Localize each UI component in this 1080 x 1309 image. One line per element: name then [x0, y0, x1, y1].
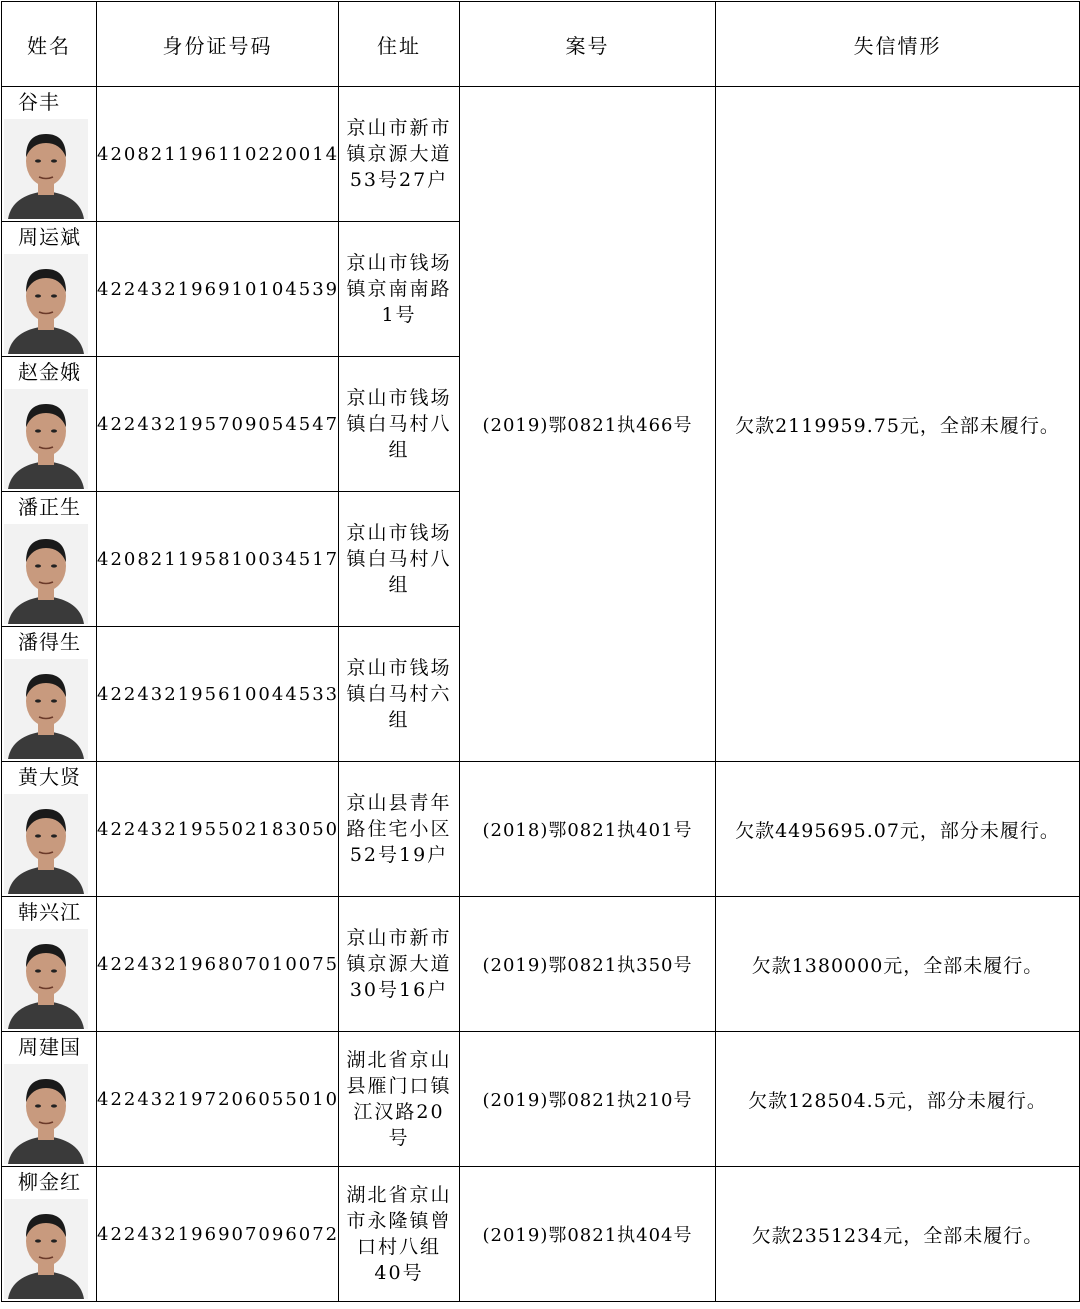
id-number: 420821195810034517 — [97, 492, 339, 627]
address: 京山市钱场镇白马村八组 — [339, 357, 460, 492]
portrait-photo — [4, 1064, 88, 1164]
person-name: 赵金娥 — [18, 360, 81, 384]
default-situation: 欠款2351234元，全部未履行。 — [716, 1167, 1080, 1302]
portrait-photo — [4, 389, 88, 489]
address: 京山市新市镇京源大道53号27户 — [339, 87, 460, 222]
id-number: 422432196807010075 — [97, 897, 339, 1032]
table-row — [2, 1167, 1080, 1302]
portrait-photo — [4, 119, 88, 219]
address: 湖北省京山县雁门口镇江汉路20号 — [339, 1032, 460, 1167]
header-name: 姓名 — [2, 2, 97, 87]
table-row — [2, 762, 1080, 897]
table-row — [2, 897, 1080, 1032]
person-name: 韩兴江 — [18, 900, 81, 924]
case-number: (2019)鄂0821执466号 — [460, 87, 716, 762]
name-cell — [2, 492, 97, 627]
person-name: 谷丰 — [18, 90, 60, 114]
default-situation: 欠款4495695.07元，部分未履行。 — [716, 762, 1080, 897]
case-number: (2018)鄂0821执401号 — [460, 762, 716, 897]
address: 京山市钱场镇白马村八组 — [339, 492, 460, 627]
header-id: 身份证号码 — [97, 2, 339, 87]
header-situation: 失信情形 — [716, 2, 1080, 87]
header-case: 案号 — [460, 2, 716, 87]
portrait-photo — [4, 659, 88, 759]
case-number: (2019)鄂0821执350号 — [460, 897, 716, 1032]
address: 京山县青年路住宅小区52号19户 — [339, 762, 460, 897]
address: 湖北省京山市永隆镇曾口村八组40号 — [339, 1167, 460, 1302]
defaulter-table — [1, 1, 1080, 1302]
default-situation: 欠款128504.5元，部分未履行。 — [716, 1032, 1080, 1167]
header-address: 住址 — [339, 2, 460, 87]
id-number: 422432197206055010 — [97, 1032, 339, 1167]
portrait-photo — [4, 1199, 88, 1299]
name-cell — [2, 627, 97, 762]
person-name: 潘得生 — [18, 630, 81, 654]
name-cell — [2, 1167, 97, 1302]
address: 京山市新市镇京源大道30号16户 — [339, 897, 460, 1032]
portrait-photo — [4, 929, 88, 1029]
person-name: 柳金红 — [18, 1170, 81, 1194]
id-number: 422432196910104539 — [97, 222, 339, 357]
table-row — [2, 87, 1080, 222]
portrait-photo — [4, 254, 88, 354]
table-row — [2, 1032, 1080, 1167]
id-number: 422432195502183050 — [97, 762, 339, 897]
default-situation: 欠款1380000元，全部未履行。 — [716, 897, 1080, 1032]
portrait-photo — [4, 794, 88, 894]
person-name: 潘正生 — [18, 495, 81, 519]
id-number: 422432196907096072 — [97, 1167, 339, 1302]
name-cell — [2, 87, 97, 222]
case-number: (2019)鄂0821执404号 — [460, 1167, 716, 1302]
name-cell — [2, 762, 97, 897]
person-name: 周运斌 — [18, 225, 81, 249]
header-row — [2, 2, 1080, 87]
address: 京山市钱场镇白马村六组 — [339, 627, 460, 762]
id-number: 422432195610044533 — [97, 627, 339, 762]
address: 京山市钱场镇京南南路1号 — [339, 222, 460, 357]
person-name: 黄大贤 — [18, 765, 81, 789]
name-cell — [2, 357, 97, 492]
name-cell — [2, 1032, 97, 1167]
person-name: 周建国 — [18, 1035, 81, 1059]
name-cell — [2, 222, 97, 357]
id-number: 420821196110220014 — [97, 87, 339, 222]
default-situation: 欠款2119959.75元，全部未履行。 — [716, 87, 1080, 762]
case-number: (2019)鄂0821执210号 — [460, 1032, 716, 1167]
name-cell — [2, 897, 97, 1032]
portrait-photo — [4, 524, 88, 624]
id-number: 422432195709054547 — [97, 357, 339, 492]
